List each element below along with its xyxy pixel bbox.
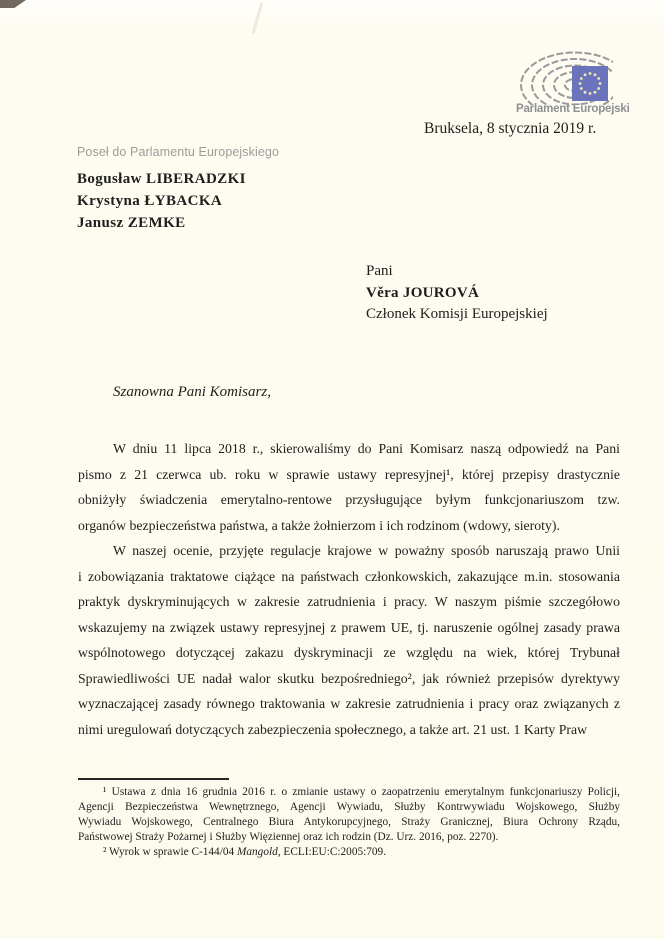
body-line: Sprawiedliwości UE nadał walor skutku bezpośredniego², jak również przepisów dyrektywy — [78, 670, 620, 686]
recipient-title: Członek Komisji Europejskiej — [366, 306, 548, 322]
recipient-name: Věra JOUROVÁ — [366, 284, 480, 301]
recipient-block — [366, 261, 548, 326]
body-line: W naszej ocenie, przyjęte regulacje krajowe w poważny sposób naruszają prawo Unii — [113, 543, 620, 558]
scan-crease-artifact — [252, 2, 264, 34]
european-parliament-logo — [516, 49, 613, 105]
footnote-line: ¹ Ustawa z dnia 16 grudnia 2016 r. o zmianie ustawy o zaopatrzeniu emerytalnym funkcjonariuszy Policji, — [103, 786, 620, 798]
logo-caption: Parlament Europejski — [516, 103, 630, 115]
sender-name: Krystyna ŁYBACKA — [77, 193, 223, 209]
footnote2-pre: ² Wyrok w sprawie C-144/04 — [103, 846, 237, 858]
body-line: i zobowiązania traktatowe ciążące na państwach członkowskich, zakazujące m.in. stosowania — [78, 568, 620, 584]
footnote2-post: , ECLI:EU:C:2005:709. — [277, 846, 387, 858]
footnote-line — [78, 845, 620, 860]
sender-role-label: Poseł do Parlamentu Europejskiego — [77, 145, 280, 159]
letter-body — [78, 436, 620, 742]
salutation: Szanowna Pani Komisarz, — [113, 384, 271, 400]
dateline: Bruksela, 8 stycznia 2019 r. — [424, 120, 597, 137]
sender-name: Janusz ZEMKE — [77, 215, 186, 231]
footnote-line: Agencji Bezpieczeństwa Wewnętrznego, Agencji Wywiadu, Służby Kontrwywiadu Wojskowego, Służby — [78, 801, 620, 813]
body-line: organów bezpieczeństwa państwa, a także żołnierzom i ich rodzinom (wdowy, sieroty). — [78, 517, 560, 533]
body-line: W dniu 11 lipca 2018 r., skierowaliśmy do Pani Komisarz naszą odpowiedź na Pani — [113, 441, 620, 456]
sender-names — [77, 168, 246, 234]
footnote-line: Państwowej Straży Pożarnej i Służby Więziennej oraz ich rodzin (Dz. Urz. 2016, poz. 2270). — [78, 831, 499, 843]
scan-corner-artifact — [0, 0, 26, 8]
body-line: nimi uregulowań dotyczących zabezpieczenia społecznego, a także art. 21 ust. 1 Karty Praw — [78, 721, 588, 737]
body-line: praktyk dyskryminujących w zakresie zatrudnienia i pracy. W naszym piśmie szczegółowo — [78, 594, 620, 609]
footnote-line: Wywiadu Wojskowego, Centralnego Biura Antykorupcyjnego, Straży Granicznej, Biura Ochrony Rządu, — [78, 816, 620, 828]
footnotes — [78, 785, 620, 860]
ep-hemicycle-eu-flag-icon — [516, 49, 613, 105]
body-line: obniżyły świadczenia emerytalno-rentowe przysługujące byłym funkcjonariuszom tzw. — [78, 492, 620, 507]
body-line: wskazujemy na związek ustawy represyjnej z prawem UE, tj. naruszenie ogólnej zasady prawa — [78, 619, 620, 635]
sender-name: Bogusław LIBERADZKI — [77, 171, 246, 187]
body-line: wyznaczającej zasady równego traktowania w zakresie zatrudnienia i pracy oraz związanych z — [78, 696, 620, 711]
body-line: pismo z 21 czerwca ub. roku w sprawie ustawy represyjnej¹, której przepisy drastycznie — [78, 466, 620, 482]
recipient-intro: Pani — [366, 263, 393, 279]
body-line: wspólnotowego dotyczącej zakazu dyskryminacji ze względu na wiek, której Trybunał — [78, 645, 620, 660]
footnote2-case-name: Mangold — [236, 846, 278, 858]
footnote-separator-rule — [78, 778, 229, 780]
